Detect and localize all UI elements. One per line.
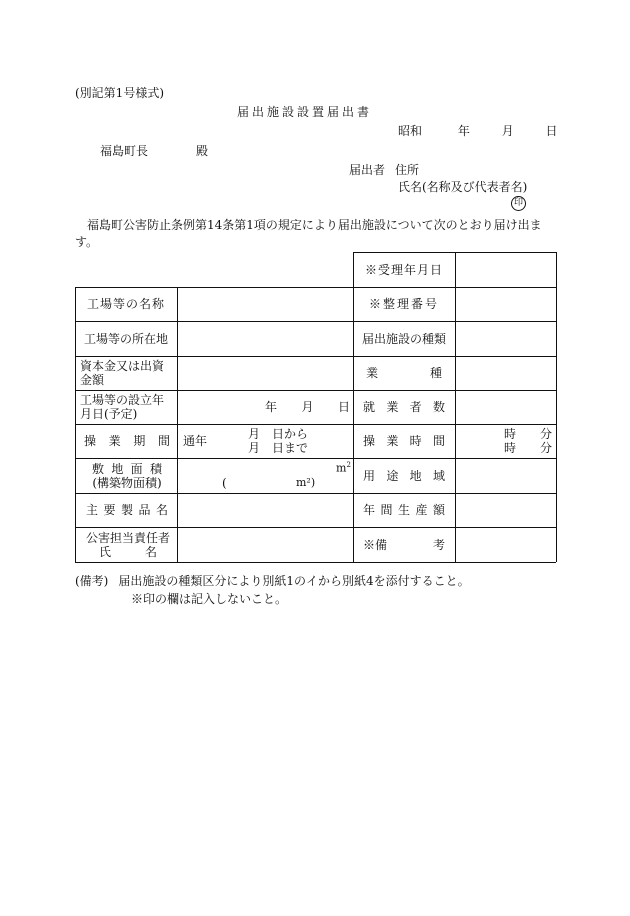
- building-area-label: (構築物面積): [92, 475, 162, 490]
- site-area-unit: [336, 462, 351, 474]
- employees-char: 就: [363, 400, 376, 414]
- annual-output-char: 年: [363, 503, 376, 517]
- remarks-char: 考: [432, 537, 445, 552]
- applicant-label: 届出者: [349, 163, 386, 177]
- capital-label-line1: 資本金又は出資: [80, 359, 165, 373]
- established-label-line1: 工場等の設立年: [80, 393, 165, 407]
- zoning-char: 地: [409, 468, 422, 483]
- hours-from: 時 分: [503, 427, 552, 441]
- pollution-manager-line1: 公害担当責任者: [85, 530, 170, 545]
- business-type-label: [366, 356, 442, 390]
- annual-output-char: 額: [432, 503, 445, 517]
- main-products-label: [86, 493, 168, 527]
- established-date-value: [265, 390, 350, 424]
- site-area-char: 積: [149, 461, 162, 476]
- notes: [75, 575, 470, 587]
- declaration-text: 福島町公害防止条例第14条第1項の規定により届出施設について次のとおり届け出ます。: [75, 218, 542, 249]
- site-area-label: [80, 458, 174, 493]
- capital-label: [80, 356, 174, 390]
- addressee-honorific: 殿: [196, 144, 209, 158]
- building-area-open-paren: (: [222, 476, 227, 490]
- zoning-char: 途: [386, 468, 399, 483]
- operation-period-range: [248, 424, 318, 458]
- year-round-label: 通年: [183, 434, 208, 448]
- facility-type-label: 届出施設の種類: [361, 331, 446, 346]
- operation-hours-char: 時: [409, 434, 422, 448]
- factory-location-label: 工場等の所在地: [83, 331, 168, 346]
- operation-period-char: 期: [133, 434, 146, 448]
- reference-number-label: ※整理番号: [368, 297, 439, 311]
- building-area-unit: m²): [296, 476, 316, 489]
- zoning-label: [363, 458, 445, 493]
- notes-label: (備考): [75, 574, 109, 588]
- operation-hours-char: 間: [432, 434, 445, 448]
- pollution-manager-char: 氏: [99, 544, 112, 559]
- operation-period-char: 操: [84, 434, 97, 448]
- site-area-title: [92, 462, 162, 476]
- date-month: 月: [501, 124, 514, 138]
- table-border: [75, 287, 76, 562]
- annual-output-label: [363, 493, 445, 527]
- factory-name-label: 工場等の名称: [86, 297, 165, 311]
- area-unit-exponent: 2: [346, 461, 351, 469]
- employees-char: 業: [386, 400, 399, 414]
- operation-period-char: 業: [108, 434, 121, 448]
- main-products-char: 主: [86, 503, 99, 517]
- established-label-line2: 月日(予定): [80, 407, 138, 421]
- submission-date: [398, 125, 558, 137]
- zoning-char: 用: [363, 468, 376, 483]
- business-type-char: 種: [429, 366, 442, 380]
- date-day: 日: [545, 124, 558, 138]
- remarks-label: [363, 527, 445, 562]
- main-products-char: 品: [138, 503, 151, 517]
- document-title: 届出施設設置届出書: [237, 105, 373, 119]
- established-date-label: [80, 390, 174, 424]
- employees-char: 者: [409, 400, 422, 414]
- annual-output-char: 生: [397, 503, 410, 517]
- period-to: 月 日まで: [248, 441, 309, 455]
- note-line-1: 届出施設の種類区分により別紙1のイから別紙4を添付すること。: [118, 574, 470, 588]
- main-products-char: 製: [120, 503, 133, 517]
- capital-label-line2: 金額: [80, 373, 105, 387]
- operation-period-char: 間: [157, 434, 170, 448]
- receipt-date-label: ※受理年月日: [364, 262, 443, 277]
- zoning-char: 域: [432, 468, 445, 483]
- date-era: 昭和: [398, 124, 423, 138]
- operation-period-label: [84, 424, 170, 458]
- pollution-manager-name: [99, 545, 157, 559]
- note-line-2: ※印の欄は記入しないこと。: [131, 592, 288, 606]
- hours-to: 時 分: [503, 441, 552, 455]
- employees-label: [363, 390, 445, 424]
- applicant-address-line: [349, 164, 419, 176]
- established-year: 年: [265, 400, 278, 414]
- established-month: 月: [301, 400, 314, 414]
- addressee-name: 福島町長: [100, 144, 149, 158]
- operation-hours-char: 業: [386, 434, 399, 448]
- site-area-char: 面: [130, 461, 143, 476]
- addressee: [100, 145, 208, 157]
- table-border: [455, 252, 456, 562]
- site-area-char: 地: [111, 461, 124, 476]
- remarks-char: ※備: [363, 537, 388, 552]
- date-year: 年: [457, 124, 470, 138]
- seal-mark: 印: [511, 196, 526, 211]
- period-from: 月 日から: [248, 427, 309, 441]
- pollution-manager-label: [84, 527, 172, 562]
- business-type-char: 業: [366, 366, 379, 380]
- main-products-char: 要: [103, 503, 116, 517]
- area-unit: m: [336, 461, 347, 475]
- established-day: 日: [337, 400, 350, 414]
- applicant-address-label: 住所: [395, 163, 420, 177]
- table-border: [75, 562, 556, 563]
- employees-char: 数: [432, 400, 445, 414]
- operation-hours-char: 操: [363, 434, 376, 448]
- applicant-name-label: 氏名(名称及び代表者名): [398, 180, 528, 194]
- pollution-manager-char: 名: [144, 544, 157, 559]
- operation-hours-label: [363, 424, 445, 458]
- operation-hours-range: [500, 424, 552, 458]
- site-area-char: 敷: [92, 461, 105, 476]
- main-products-char: 名: [155, 503, 168, 517]
- annual-output-char: 産: [415, 503, 428, 517]
- form-number: (別記第1号様式): [75, 86, 164, 100]
- table-border: [177, 287, 178, 562]
- table-border: [556, 252, 557, 562]
- table-border: [353, 252, 354, 562]
- annual-output-char: 間: [380, 503, 393, 517]
